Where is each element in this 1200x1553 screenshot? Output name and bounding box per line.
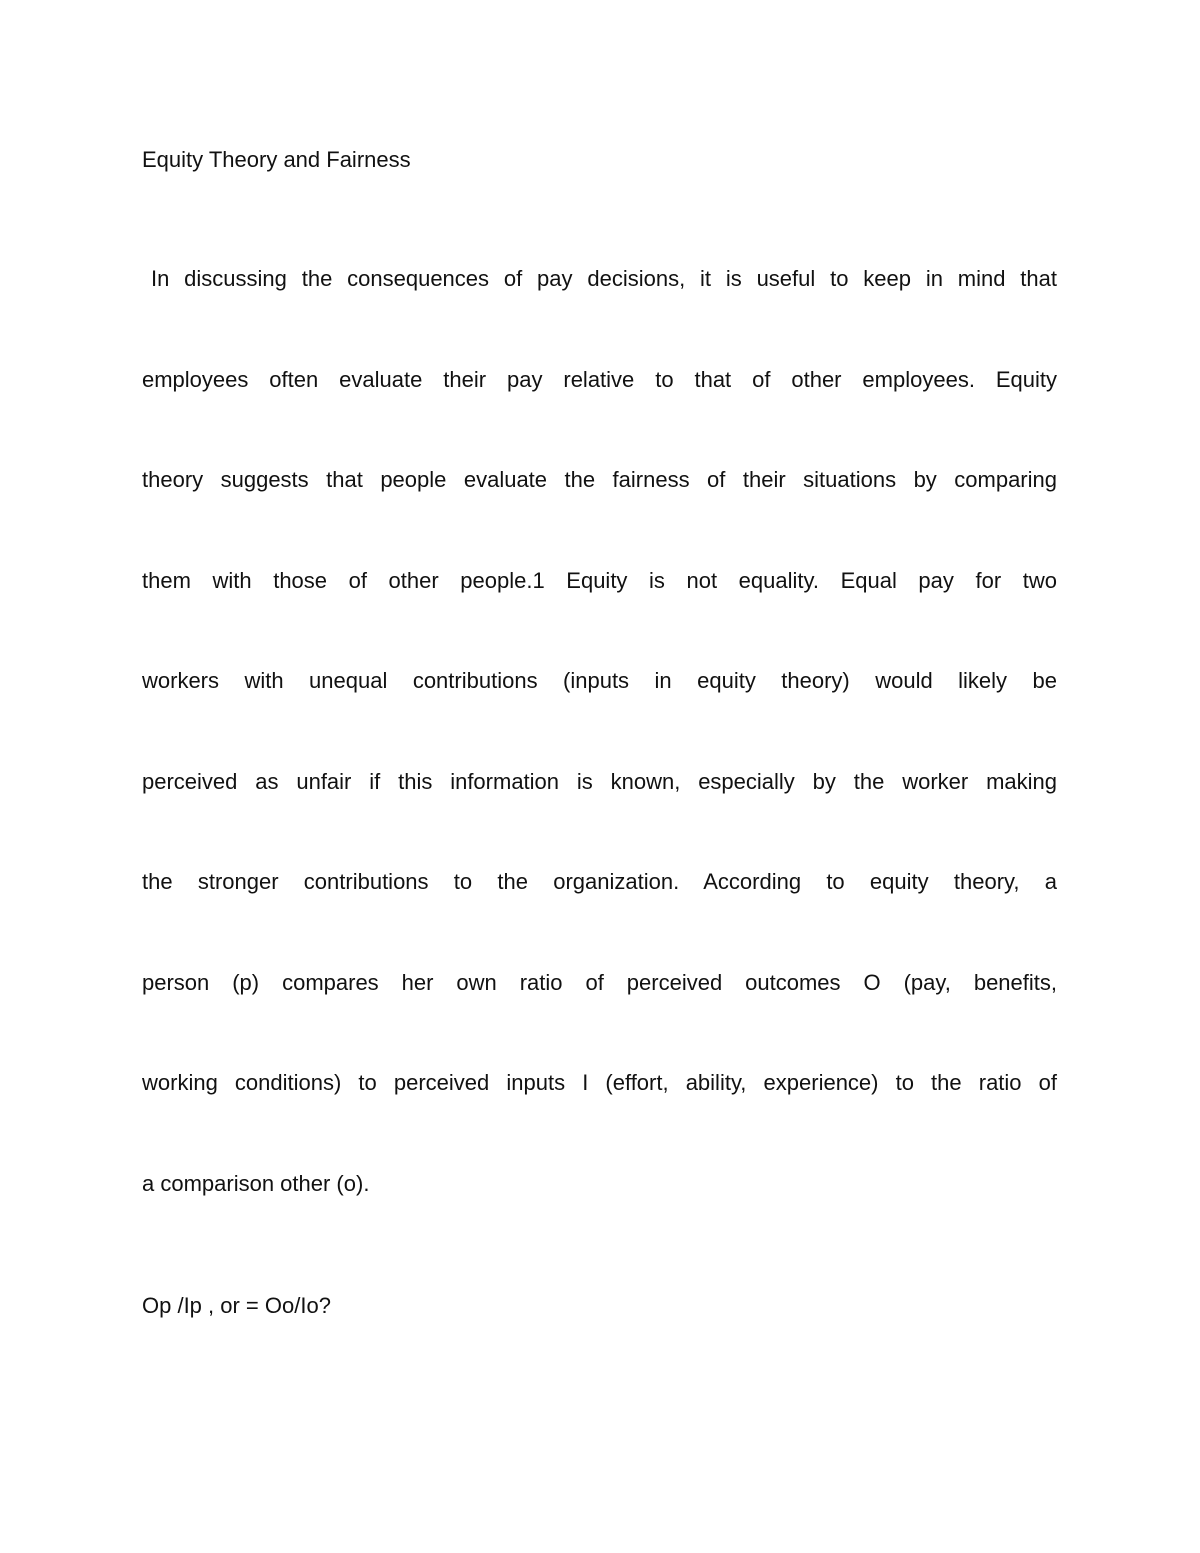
paragraph-line: workers with unequal contributions (inputs in equity theory) would likely be (142, 668, 1057, 693)
paragraph-line: In discussing the consequences of pay decisions, it is useful to keep in mind that (151, 266, 1057, 291)
paragraph-line: a comparison other (o). (142, 1170, 370, 1196)
paragraph-line: perceived as unfair if this information is known, especially by the worker making (142, 768, 1057, 794)
paragraph-line: theory suggests that people evaluate the fairness of their situations by comparing (142, 467, 1057, 492)
equity-formula: Op /Ip , or = Oo/Io? (142, 1293, 331, 1318)
paragraph-line: employees often evaluate their pay relative to that of other employees. Equity (142, 366, 1057, 392)
paragraph-line: them with those of other people.1 Equity is not equality. Equal pay for two (142, 567, 1057, 593)
paragraph-line: the stronger contributions to the organization. According to equity theory, a (142, 869, 1057, 894)
paragraph-line: person (p) compares her own ratio of perceived outcomes O (pay, benefits, (142, 969, 1057, 995)
paragraph-line: working conditions) to perceived inputs I (effort, ability, experience) to the ratio of (142, 1070, 1057, 1095)
document-paragraph (142, 265, 1057, 1270)
document-title: Equity Theory and Fairness (142, 147, 411, 172)
